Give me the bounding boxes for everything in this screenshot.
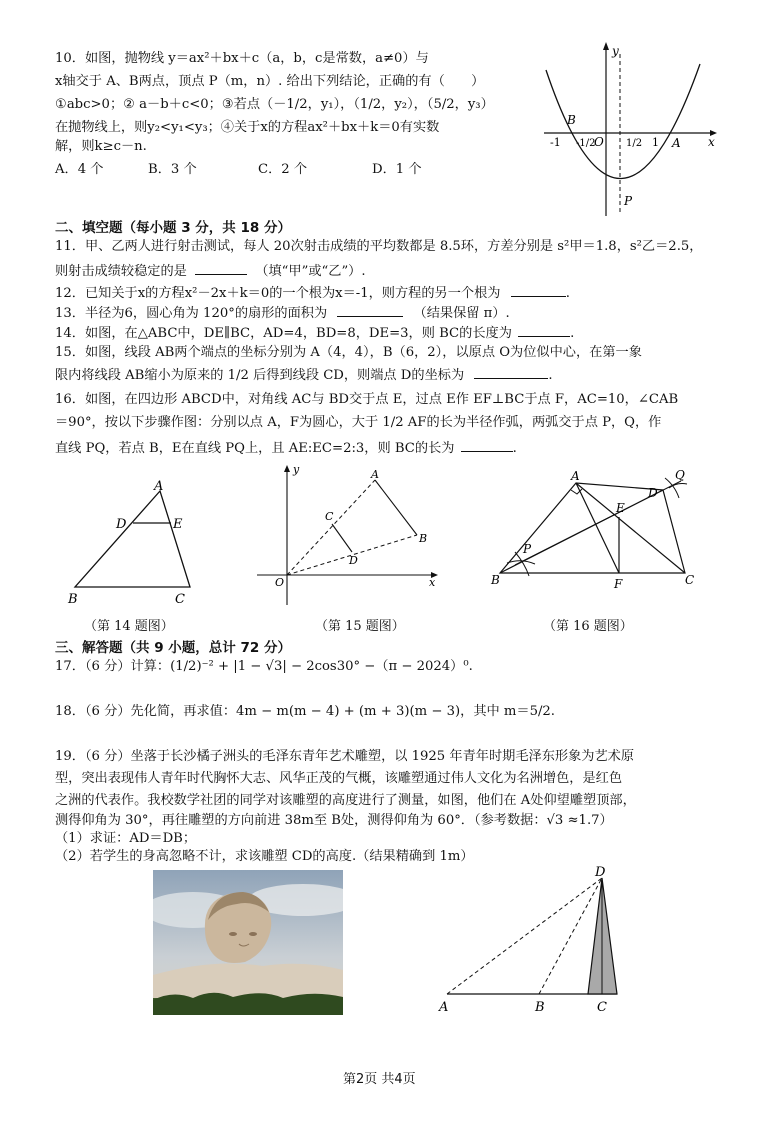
label-x: x <box>429 576 436 589</box>
sculpture-photo-art <box>153 870 343 1015</box>
q16-line-3: 直线 PQ，若点 B，E在直线 PQ上，且 AE:EC=2:3，则 BC的长为 . <box>55 441 517 456</box>
q14-blank <box>518 324 570 337</box>
tick-neg-half: -1/2 <box>576 138 596 149</box>
label-x: x <box>708 135 715 149</box>
q13-text: 13．半径为6，圆心角为 120°的扇形的面积为 <box>55 306 328 321</box>
label-D: D <box>595 865 606 880</box>
q19-line-2: 型，突出表现伟人青年时代胸怀大志、风华正茂的气概，该雕塑通过伟人文化为名洲增色，是红色 <box>55 771 623 786</box>
diag-AC <box>576 483 685 573</box>
label-P: P <box>624 194 633 208</box>
q12-line: 12．已知关于x的方程x²－2x＋k＝0的一个根为x＝-1，则方程的另一个根为 . <box>55 286 570 301</box>
q10-line-1: 10．如图，抛物线 y＝ax²＋bx＋c（a，b，c是常数，a≠0）与 <box>55 51 429 66</box>
fig16-caption: （第 16 题图） <box>543 619 633 634</box>
q10-option-d: D．1 个 <box>372 162 422 177</box>
label-A: A <box>439 1000 449 1014</box>
q16-line-2: ＝90°，按以下步骤作图：分别以点 A，F为圆心，大于 1/2 AF的长为半径作弧，两弧交于点 P，Q，作 <box>55 415 662 430</box>
label-B: B <box>567 113 576 127</box>
q19-line-4: 测得仰角为 30°，再往雕塑的方向前进 38m至 B处，测得仰角为 60°．（参考数据：√3 ≈1.7） <box>55 813 613 828</box>
q15-line-1: 15．如图，线段 AB两个端点的坐标分别为 A（4，4），B（6，2），以原点 O为位似中心，在第一象 <box>55 345 642 360</box>
triangle-ABC <box>75 491 190 587</box>
q12-blank <box>511 284 566 297</box>
label-C: C <box>175 592 185 607</box>
q10-option-b: B．3 个 <box>148 162 197 177</box>
q15-line-2: 限内将线段 AB缩小为原来的 1/2 后得到线段 CD，则端点 D的坐标为 . <box>55 368 553 383</box>
q19-line-6: （2）若学生的身高忽略不计，求该雕塑 CD的高度.（结果精确到 1m） <box>55 849 474 864</box>
y-axis-arrow <box>603 42 609 50</box>
label-A: A <box>154 479 164 494</box>
tick-neg1: -1 <box>550 136 561 149</box>
label-A: A <box>672 136 681 150</box>
label-O: O <box>594 135 604 149</box>
q10-parabola-figure <box>540 40 720 220</box>
q13-blank <box>337 304 403 317</box>
section2-heading: 二、填空题（每小题 3 分，共 18 分） <box>55 220 291 236</box>
q18-line: 18．（6 分）先化简，再求值：4m − m(m − 4) + (m + 3)(m − 3)，其中 m＝5/2. <box>55 704 555 719</box>
segment-CD <box>332 524 352 552</box>
label-y: y <box>293 463 300 476</box>
q14-text: 14．如图，在△ABC中，DE∥BC，AD=4，BD=8，DE=3，则 BC的长度为 <box>55 326 512 341</box>
label-P: P <box>523 542 532 556</box>
q19-line-5: （1）求证：AD＝DB； <box>55 831 197 846</box>
q19-line-3: 之洲的代表作。我校数学社团的同学对该雕塑的高度进行了测量，如图，他们在 A处仰望雕塑顶部， <box>55 793 636 808</box>
section3-heading: 三、解答题（共 9 小题，总计 72 分） <box>55 640 291 656</box>
label-F: F <box>614 577 623 591</box>
y-axis-arrow <box>284 465 290 472</box>
fig15-coordinate <box>255 462 445 607</box>
label-D: D <box>116 517 127 532</box>
label-B: B <box>535 1000 545 1014</box>
label-D: D <box>648 486 658 500</box>
page-footer: 第2页 共4页 <box>343 1072 416 1087</box>
tick-1: 1 <box>652 136 659 149</box>
label-y: y <box>612 44 619 58</box>
q16-blank <box>461 439 513 452</box>
q16-text: 直线 PQ，若点 B，E在直线 PQ上，且 AE:EC=2:3，则 BC的长为 <box>55 441 455 456</box>
label-D: D <box>349 554 358 567</box>
q10-line-5: 解，则k≥c－n. <box>55 139 147 154</box>
label-E: E <box>173 517 183 532</box>
q12-text: 12．已知关于x的方程x²－2x＋k＝0的一个根为x＝-1，则方程的另一个根为 <box>55 286 501 301</box>
q15-text: 限内将线段 AB缩小为原来的 1/2 后得到线段 CD，则端点 D的坐标为 <box>55 368 465 383</box>
q13-hint: （结果保留 π）. <box>413 306 510 321</box>
label-E: E <box>616 501 625 515</box>
sight-line-AD <box>447 878 602 994</box>
q13-line <box>55 304 510 323</box>
label-O: O <box>275 576 285 589</box>
label-Q: Q <box>675 468 685 482</box>
q11-blank <box>195 262 247 275</box>
q11-hint: （填“甲”或“乙”）. <box>255 264 366 279</box>
q10-option-c: C．2 个 <box>258 162 308 177</box>
q16-line-1: 16．如图，在四边形 ABCD中，对角线 AC与 BD交于点 E，过点 E作 EF⊥BC于点 F，AC=10，∠CAB <box>55 392 679 407</box>
label-B: B <box>491 573 500 587</box>
tick-half: 1/2 <box>626 138 643 149</box>
q14-line: 14．如图，在△ABC中，DE∥BC，AD=4，BD=8，DE=3，则 BC的长度为 . <box>55 326 575 341</box>
label-B: B <box>68 592 78 607</box>
q11-line-2 <box>55 262 366 281</box>
sculpture-photo <box>153 870 343 1015</box>
q10-line-2: x轴交于 A、B两点，顶点 P（m，n）. 给出下列结论，正确的有（ ） <box>55 74 485 89</box>
fig14-triangle <box>60 475 200 610</box>
label-C: C <box>325 510 334 523</box>
q10-line-3: ①abc>0；② a－b＋c<0；③若点（－1/2，y₁），（1/2，y₂），（5/2，y₃） <box>55 97 494 112</box>
label-C: C <box>597 1000 607 1014</box>
q11-line-1: 11．甲、乙两人进行射击测试，每人 20次射击成绩的平均数都是 8.5环，方差分别是 s²甲＝1.8，s²乙＝2.5， <box>55 239 703 254</box>
q10-line-4: 在抛物线上，则y₂<y₁<y₃；④关于x的方程ax²＋bx＋k＝0有实数 <box>55 120 440 135</box>
q10-option-a: A．4 个 <box>55 162 104 177</box>
segment-AB <box>375 480 417 535</box>
segment-AF <box>576 483 619 573</box>
fig19-elevation <box>435 862 640 1014</box>
q11-text: 则射击成绩较稳定的是 <box>55 264 187 279</box>
q15-blank <box>474 366 548 379</box>
fig14-caption: （第 14 题图） <box>84 619 174 634</box>
q19-line-1: 19．（6 分）坐落于长沙橘子洲头的毛泽东青年艺术雕塑，以 1925 年青年时期毛泽东形象为艺术原 <box>55 749 635 764</box>
label-A: A <box>371 468 379 481</box>
fig16-quadrilateral <box>485 466 700 591</box>
q17-line: 17．（6 分）计算：(1/2)⁻² + |1 − √3| − 2cos30° −（π − 2024）⁰. <box>55 659 473 674</box>
label-A: A <box>571 469 580 483</box>
label-C: C <box>685 573 695 587</box>
label-B: B <box>419 532 428 545</box>
dash-OA <box>287 480 375 575</box>
fig15-caption: （第 15 题图） <box>315 619 405 634</box>
